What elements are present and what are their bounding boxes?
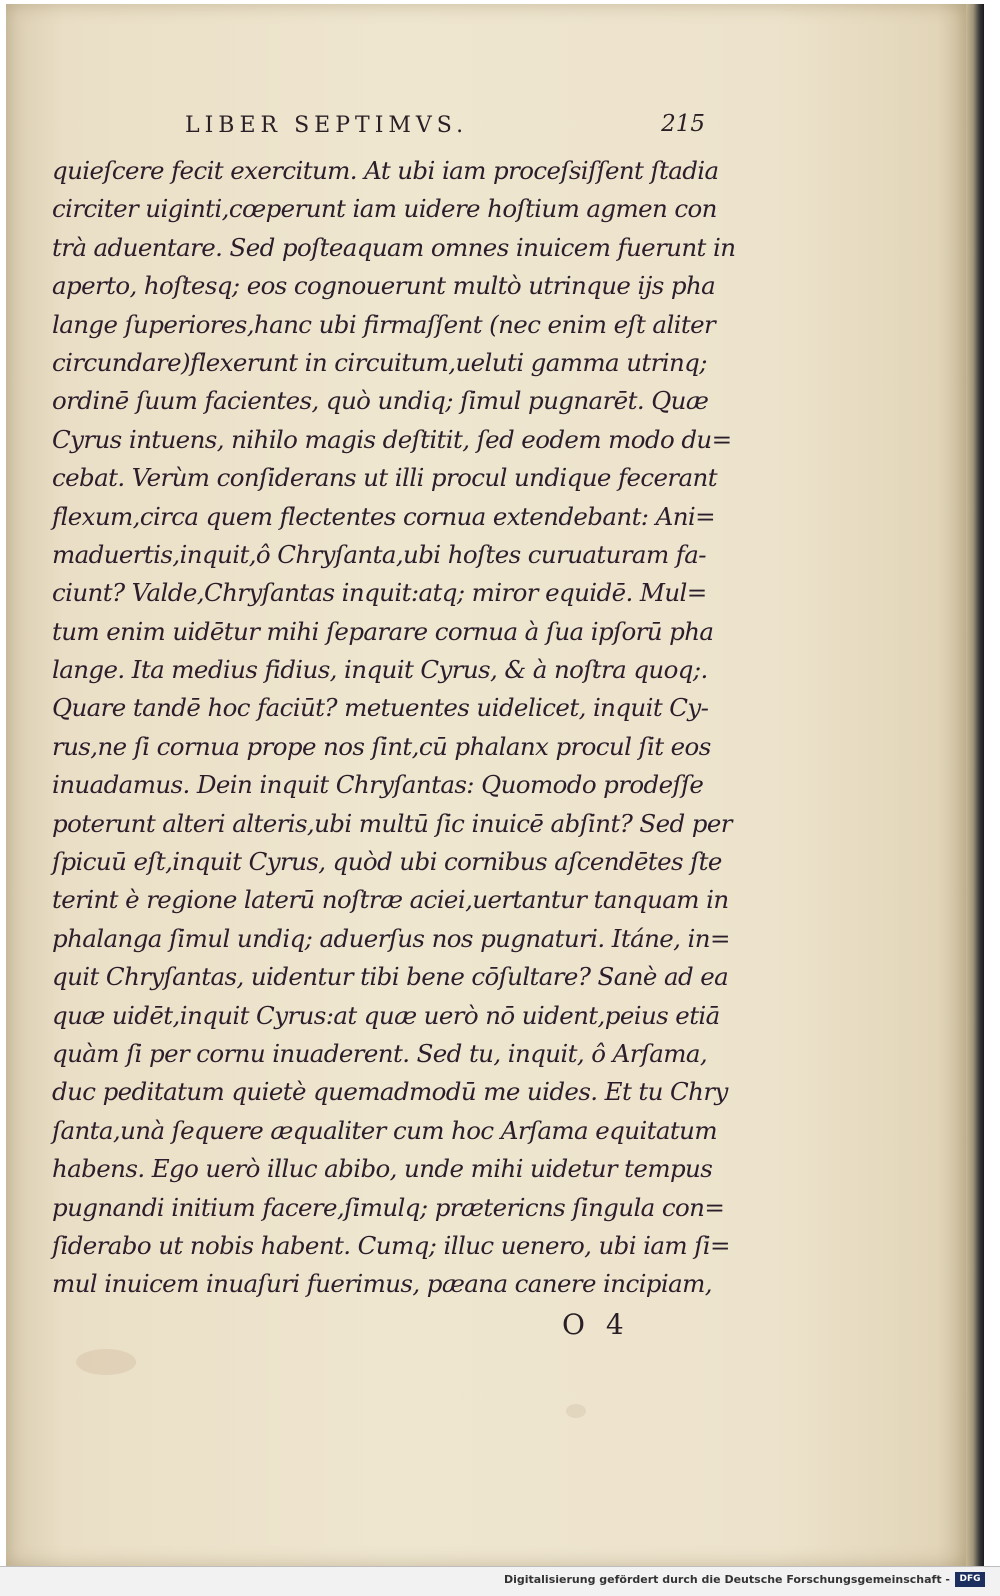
text-line: ordinē ſuum facientes, quò undiq; ſimul pugnarēt. Quæ xyxy=(52,386,709,416)
text-line: lange ſuperiores,hanc ubi firmaſſent (nec enim eſt aliter xyxy=(52,309,716,339)
text-line: Cyrus intuens, nihilo magis deſtitit, ſed eodem modo du= xyxy=(52,424,732,454)
text-line: aperto, hoſtesq; eos cognouerunt multò utrinque ijs pha xyxy=(52,271,716,301)
text-line: circundare)flexerunt in circuitum,ueluti gamma utrinq; xyxy=(52,347,707,377)
text-line: cebat. Verùm conſiderans ut illi procul undique fecerant xyxy=(52,463,717,493)
text-line: poterunt alteri alteris,ubi multū ſic inuicē abſint? Sed per xyxy=(52,808,732,838)
page-edge-shadow xyxy=(966,4,984,1566)
paper-stain xyxy=(76,1349,136,1375)
text-line: quieſcere fecit exercitum. At ubi iam proceſsiſſent ſtadia xyxy=(52,156,719,185)
funding-credit: Digitalisierung gefördert durch die Deutsche Forschungsgemeinschaft - xyxy=(503,1573,950,1586)
text-line: trà aduentare. Sed poſteaquam omnes inuicem fuerunt in xyxy=(52,232,736,262)
text-line: circiter uiginti,cœperunt iam uidere hoſtium agmen con xyxy=(52,194,717,224)
text-line: habens. Ego uerò illuc abibo, unde mihi uidetur tempus xyxy=(52,1154,713,1184)
paper-stain xyxy=(566,1404,586,1418)
text-line: ſanta,unà ſequere æqualiter cum hoc Arſama equitatum xyxy=(52,1115,717,1145)
text-line: quàm ſi per cornu inuaderent. Sed tu, inquit, ô Arſama, xyxy=(52,1038,708,1068)
text-line: ſiderabo ut nobis habent. Cumq; illuc uenero, ubi iam ſi= xyxy=(52,1230,730,1260)
text-line: maduertis,inquit,ô Chryſanta,ubi hoſtes curuaturam fa- xyxy=(52,539,706,569)
text-line: inuadamus. Dein inquit Chryſantas: Quomodo prodeſſe xyxy=(52,770,704,800)
text-line: terint è regione laterū noſtræ aciei,uertantur tanquam in xyxy=(52,885,729,915)
text-line: Quare tandē hoc faciūt? metuentes uidelicet, inquit Cy- xyxy=(52,693,709,723)
text-line: quæ uidēt,inquit Cyrus:at quæ uerò nō uident,peius etiā xyxy=(52,1000,720,1030)
dfg-logo: DFG xyxy=(955,1572,985,1587)
text-line: ſpicuū eſt,inquit Cyrus, quòd ubi cornibus aſcendētes ſte xyxy=(52,847,722,877)
signature-mark: O 4 xyxy=(562,1308,630,1341)
text-line: mul inuicem inuaſuri fuerimus, pæana canere incipiam, xyxy=(52,1269,712,1299)
running-head: LIBER SEPTIMVS. xyxy=(185,113,469,138)
text-line: duc peditatum quietè quemadmodū me uides. Et tu Chry xyxy=(52,1077,728,1107)
page-number: 215 xyxy=(661,111,705,137)
text-line: ciunt? Valde,Chryſantas inquit:atq; miror equidē. Mul= xyxy=(52,578,707,608)
text-line: quit Chryſantas, uidentur tibi bene cōſultare? Sanè ad ea xyxy=(52,962,729,992)
text-line: pugnandi initium facere,ſimulq; prætericns ſingula con= xyxy=(52,1192,725,1222)
text-line: lange. Ita medius fidius, inquit Cyrus, & à noſtra quoq;. xyxy=(52,655,708,685)
page-header xyxy=(185,113,705,147)
text-line: rus,ne ſi cornua prope nos ſint,cū phalanx procul ſit eos xyxy=(52,731,711,761)
text-line: tum enim uidētur mihi ſeparare cornua à ſua ipſorū pha xyxy=(52,616,714,646)
body-text xyxy=(52,152,736,1304)
text-line: flexum,circa quem flectentes cornua extendebant: Ani= xyxy=(52,501,716,531)
text-line: phalanga ſimul undiq; aduerſus nos pugnaturi. Itáne, in= xyxy=(52,923,730,953)
